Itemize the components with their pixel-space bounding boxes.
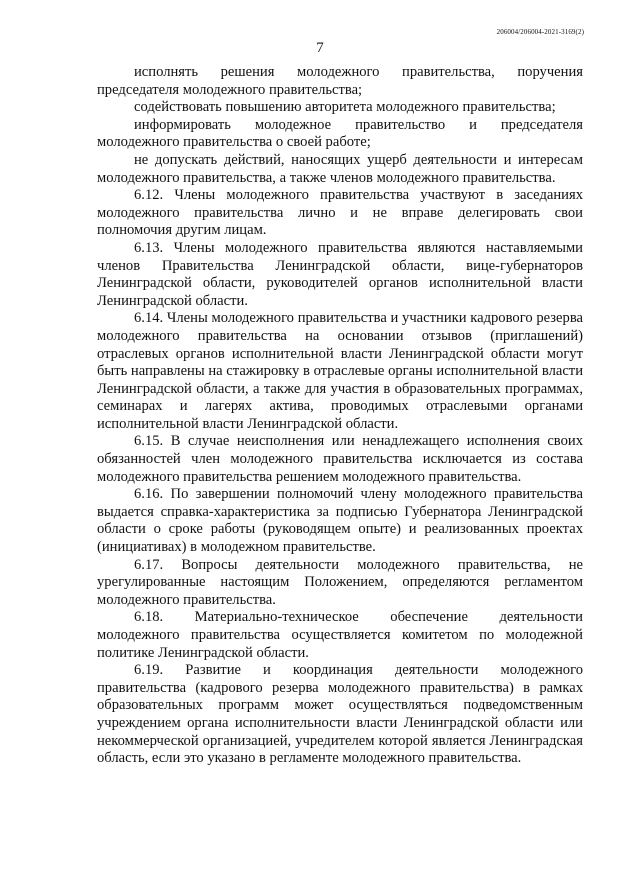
duty-paragraph-no-damage: не допускать действий, наносящих ущерб деятельности и интересам молодежного правительства, а также членов молодежного правительства.: [97, 151, 583, 186]
clause-6-16: 6.16. По завершении полномочий члену молодежного правительства выдается справка-характеристика за подписью Губернатора Ленинградской области о сроке работы (руководящем опыте) и реализованных проектах (инициативах) в молодежном правительстве.: [97, 486, 583, 556]
document-id: 206004/206004-2021-3169(2): [496, 28, 584, 36]
page-number: 7: [316, 40, 324, 56]
clause-6-13: 6.13. Члены молодежного правительства являются наставляемыми членов Правительства Ленинградской области, вице-губернаторов Ленинградской области, руководителей органов исполнительной власти Ленинградской области.: [97, 239, 583, 309]
clause-6-14: 6.14. Члены молодежного правительства и участники кадрового резерва молодежного правительства на основании отзывов (приглашений) отраслевых органов исполнительной власти Ленинградской области могут быть направлены на стажировку в отраслевые органы исполнительной власти Ленинградской области, а также для участия в образовательных программах, семинарах и лагерях актива, проводимых отраслевыми органами исполнительной власти Ленинградской области.: [97, 310, 583, 432]
duty-paragraph-inform-government: информировать молодежное правительство и председателя молодежного правительства о своей работе;: [97, 116, 583, 151]
clause-6-17: 6.17. Вопросы деятельности молодежного правительства, не урегулированные настоящим Положением, определяются регламентом молодежного правительства.: [97, 556, 583, 608]
clause-6-18: 6.18. Материально-техническое обеспечение деятельности молодежного правительства осуществляется комитетом по молодежной политике Ленинградской области.: [97, 609, 583, 661]
document-body: [97, 64, 583, 768]
clause-6-19: 6.19. Развитие и координация деятельности молодежного правительства (кадрового резерва молодежного правительства) в рамках образовательных программ может осуществляться подведомственным учреждением органа исполнительности власти Ленинградской области или некоммерческой организацией, учредителем которой является Ленинградская область, если это указано в регламенте молодежного правительства.: [97, 662, 583, 767]
clause-6-15: 6.15. В случае неисполнения или ненадлежащего исполнения своих обязанностей член молодежного правительства исключается из состава молодежного правительства решением молодежного правительства.: [97, 433, 583, 485]
duty-paragraph-promote-authority: содействовать повышению авторитета молодежного правительства;: [134, 99, 556, 116]
duty-paragraph-execute-decisions: исполнять решения молодежного правительства, поручения председателя молодежного правительства;: [97, 64, 583, 98]
clause-6-12: 6.12. Члены молодежного правительства участвуют в заседаниях молодежного правительства лично и не вправе делегировать свои полномочия другим лицам.: [97, 187, 583, 239]
